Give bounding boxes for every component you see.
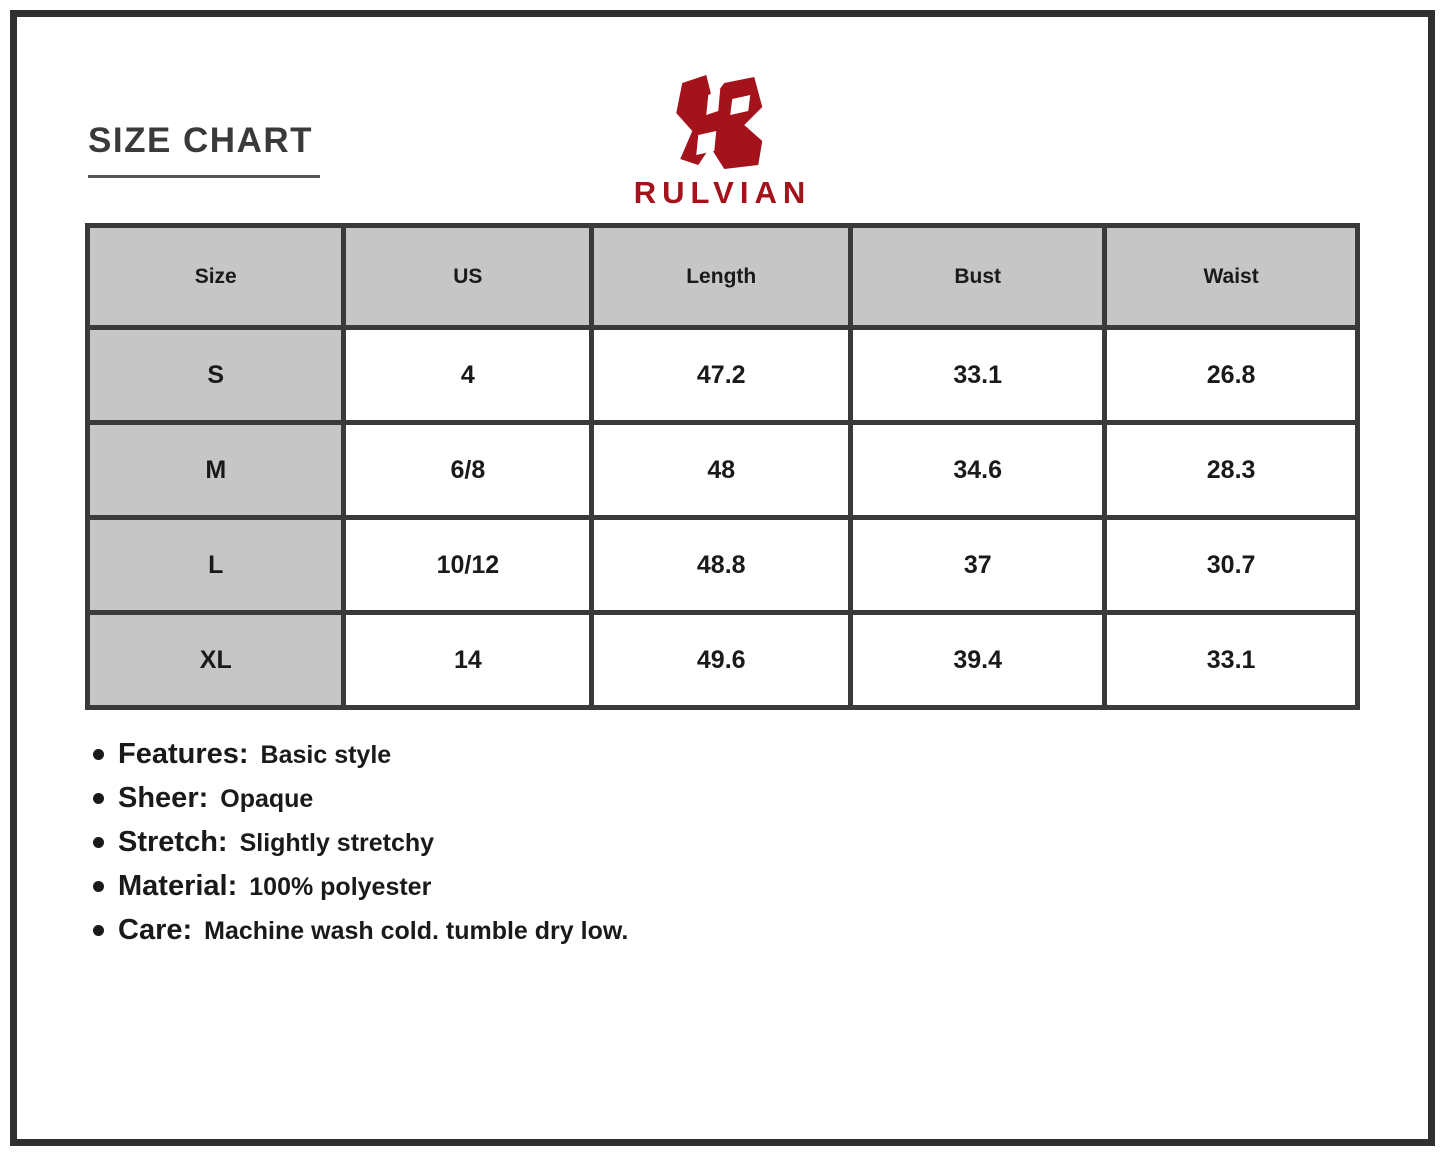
note-label: Sheer: bbox=[118, 782, 209, 814]
bullet-icon bbox=[93, 749, 104, 760]
table-row bbox=[90, 425, 1355, 515]
bullet-icon bbox=[93, 793, 104, 804]
rulvian-logo-icon bbox=[662, 69, 782, 173]
column-header-size: Size bbox=[90, 228, 341, 325]
note-label: Stretch: bbox=[118, 826, 228, 858]
table-row bbox=[90, 330, 1355, 420]
cell-us: 14 bbox=[346, 615, 589, 705]
cell-bust: 34.6 bbox=[853, 425, 1102, 515]
cell-waist: 26.8 bbox=[1107, 330, 1355, 420]
list-item bbox=[93, 826, 1360, 859]
column-header-bust: Bust bbox=[853, 228, 1102, 325]
list-item bbox=[93, 870, 1360, 903]
note-value: Machine wash cold. tumble dry low. bbox=[204, 917, 629, 945]
column-header-waist: Waist bbox=[1107, 228, 1355, 325]
cell-us: 6/8 bbox=[346, 425, 589, 515]
cell-bust: 33.1 bbox=[853, 330, 1102, 420]
title-block bbox=[88, 123, 320, 178]
bullet-icon bbox=[93, 837, 104, 848]
cell-size: M bbox=[90, 425, 341, 515]
note-value: Slightly stretchy bbox=[239, 829, 435, 857]
cell-size: S bbox=[90, 330, 341, 420]
cell-bust: 37 bbox=[853, 520, 1102, 610]
cell-size: L bbox=[90, 520, 341, 610]
cell-bust: 39.4 bbox=[853, 615, 1102, 705]
table-row bbox=[90, 615, 1355, 705]
page-border-frame bbox=[10, 10, 1435, 1146]
brand-name: RULVIAN bbox=[633, 175, 812, 210]
column-header-us: US bbox=[346, 228, 589, 325]
size-chart-table bbox=[85, 223, 1360, 710]
cell-us: 10/12 bbox=[346, 520, 589, 610]
note-label: Care: bbox=[118, 914, 193, 946]
cell-length: 49.6 bbox=[594, 615, 848, 705]
cell-us: 4 bbox=[346, 330, 589, 420]
cell-length: 48 bbox=[594, 425, 848, 515]
bullet-icon bbox=[93, 925, 104, 936]
cell-waist: 30.7 bbox=[1107, 520, 1355, 610]
note-value: 100% polyester bbox=[249, 873, 432, 901]
table-row bbox=[90, 520, 1355, 610]
note-label: Features: bbox=[118, 738, 249, 770]
table-header-row bbox=[90, 228, 1355, 325]
note-value: Opaque bbox=[220, 785, 314, 813]
brand-block bbox=[634, 69, 811, 208]
cell-waist: 33.1 bbox=[1107, 615, 1355, 705]
note-value: Basic style bbox=[260, 741, 392, 769]
cell-length: 47.2 bbox=[594, 330, 848, 420]
column-header-length: Length bbox=[594, 228, 848, 325]
cell-size: XL bbox=[90, 615, 341, 705]
list-item bbox=[93, 782, 1360, 815]
list-item bbox=[93, 914, 1360, 947]
cell-waist: 28.3 bbox=[1107, 425, 1355, 515]
title-underline bbox=[88, 175, 320, 178]
cell-length: 48.8 bbox=[594, 520, 848, 610]
note-label: Material: bbox=[118, 870, 238, 902]
bullet-icon bbox=[93, 881, 104, 892]
page-title: SIZE CHART bbox=[88, 121, 313, 160]
list-item bbox=[93, 738, 1360, 771]
product-notes-list bbox=[85, 738, 1360, 947]
header bbox=[85, 63, 1360, 223]
